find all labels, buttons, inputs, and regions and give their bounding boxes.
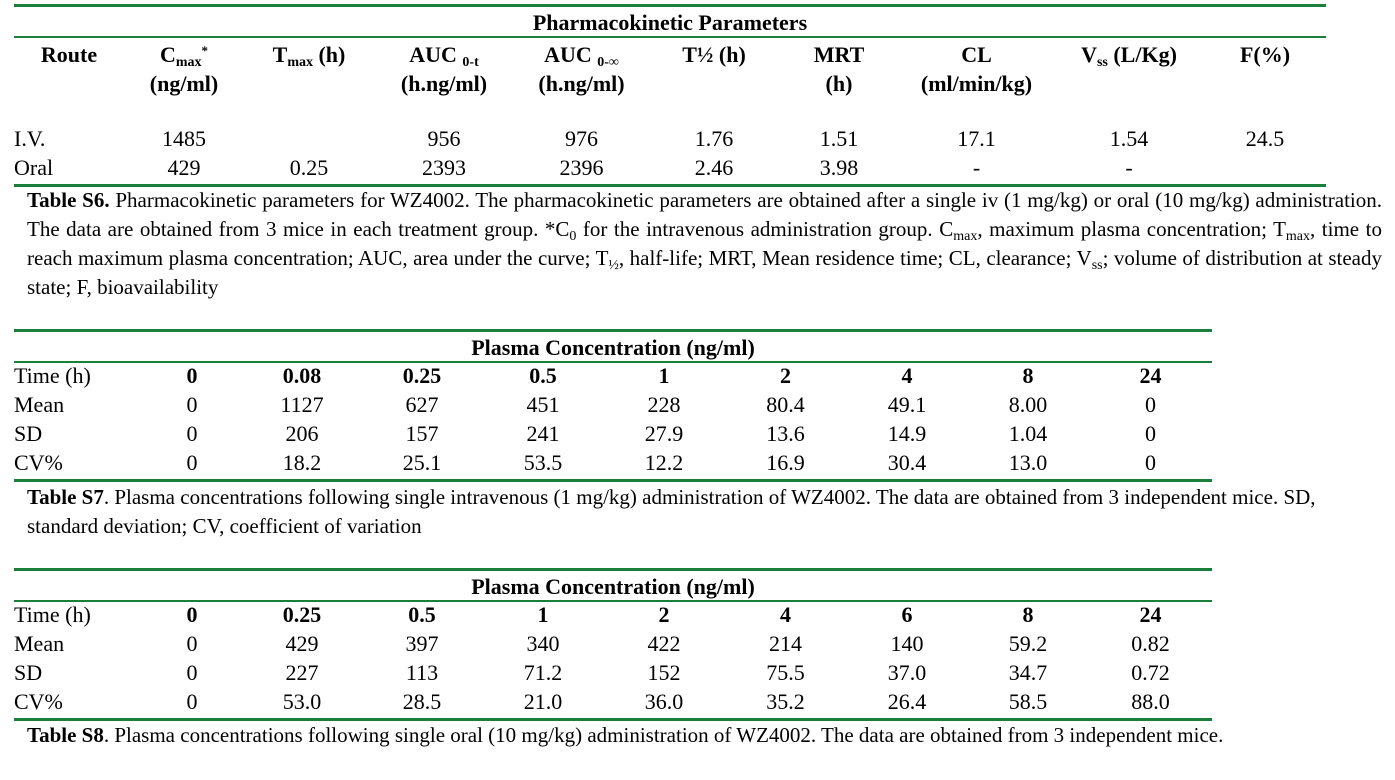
value-cell: 0 (1145, 450, 1156, 475)
value-cell: 37.0 (887, 660, 927, 685)
value-cell: 35.2 (766, 689, 805, 714)
value-cell: 58.5 (1008, 689, 1048, 714)
oral-time: 2 (658, 602, 670, 627)
iv-table-block (14, 329, 1212, 482)
oral-time: 0 (186, 602, 198, 627)
header-auc-0-t: AUC $_{0-t}$ (h.ng/ml) (400, 42, 488, 96)
row-label: Mean (14, 392, 65, 417)
oral-time: 4 (780, 602, 791, 627)
cell-cmax: 429 (167, 155, 201, 180)
iv-header-row (14, 363, 1212, 392)
value-cell: 0.72 (1131, 660, 1170, 685)
value-cell: 0 (186, 660, 198, 685)
value-cell: 206 (285, 421, 319, 446)
caption-s7-label: Table S7 (27, 485, 104, 509)
cell-thalf: 1.76 (694, 126, 734, 151)
oral-time: 6 (901, 602, 913, 627)
caption-s6-label: Table S6. (27, 188, 110, 212)
oral-time: 1 (537, 602, 549, 627)
pk-title-rule (14, 36, 1326, 38)
value-cell: 14.9 (887, 421, 927, 446)
value-cell: 13.0 (1008, 450, 1048, 475)
value-cell: 0 (1145, 392, 1156, 417)
cell-mrt: 3.98 (819, 155, 859, 180)
row-label: SD (14, 421, 43, 446)
iv-time: 0 (186, 363, 198, 388)
row-label: CV% (14, 689, 63, 714)
value-cell: 75.5 (766, 660, 805, 685)
cell-f (1204, 155, 1326, 184)
oral-header-row (14, 602, 1212, 631)
value-cell: 227 (285, 660, 319, 685)
value-cell: 49.1 (887, 392, 927, 417)
value-cell: 26.4 (887, 689, 927, 714)
value-cell: 80.4 (766, 392, 805, 417)
cell-route: Oral (14, 155, 54, 180)
value-cell: 451 (526, 392, 560, 417)
value-cell: 27.9 (644, 421, 684, 446)
oral-row-cv (14, 689, 1212, 718)
value-cell: 13.6 (766, 421, 805, 446)
value-cell: 0 (186, 450, 198, 475)
iv-row-sd (14, 421, 1212, 450)
value-cell: 228 (647, 392, 681, 417)
oral-time-label: Time (h) (14, 602, 91, 627)
cell-tmax (244, 126, 374, 155)
oral-table (14, 602, 1212, 718)
iv-row-cv (14, 450, 1212, 479)
header-cmax: $C_{max}^*$ (ng/ml) (149, 42, 219, 96)
header-tmax: $T_{max}$ (h) (272, 42, 346, 70)
pk-row-iv (14, 126, 1326, 155)
header-mrt: MRT (h) (813, 42, 865, 96)
cell-cl: 17.1 (957, 126, 996, 151)
value-cell: 8.00 (1008, 392, 1048, 417)
iv-time: 0.25 (402, 363, 442, 388)
value-cell: 152 (647, 660, 681, 685)
value-cell: 25.1 (402, 450, 442, 475)
value-cell: 12.2 (644, 450, 684, 475)
pk-table-block (14, 4, 1326, 187)
value-cell: 36.0 (644, 689, 684, 714)
header-f: F(%) (1239, 42, 1291, 67)
value-cell: 0 (186, 392, 198, 417)
value-cell: 30.4 (887, 450, 927, 475)
value-cell: 18.2 (282, 450, 322, 475)
row-label: Mean (14, 631, 65, 656)
cell-cl: - (972, 155, 981, 180)
value-cell: 16.9 (766, 450, 805, 475)
oral-table-title: Plasma Concentration (ng/ml) (471, 574, 755, 599)
value-cell: 0 (186, 631, 198, 656)
iv-time: 8 (1022, 363, 1034, 388)
header-thalf: T½ (h) (682, 42, 746, 67)
value-cell: 0.82 (1131, 631, 1170, 656)
iv-time: 2 (780, 363, 791, 388)
value-cell: 340 (526, 631, 560, 656)
caption-s6: Table S6. Pharmacokinetic parameters for WZ4002. The pharmacokinetic parameters are obtained after a single iv (1 mg/kg) or oral (10 mg/kg) administration. The data are obtained from 3 mice in each treatment group. $*C_0$ for the intravenous administration group. $C_{max}$, maximum plasma concentration; $T_{max}$, time to reach maximum plasma concentration; AUC, area under the curve; $T_{\frac{1}{2}}$, half-life; MRT, Mean residence time; CL, clearance; $V_{ss}$; volume of distribution at steady state; F, bioavailability (27, 188, 1383, 299)
iv-time: 1 (658, 363, 670, 388)
cell-cmax: 1485 (162, 126, 206, 151)
iv-time-label: Time (h) (14, 363, 91, 388)
header-cl: CL (ml/min/kg) (920, 42, 1033, 96)
caption-s8-label: Table S8 (27, 723, 104, 747)
value-cell: 397 (405, 631, 439, 656)
header-auc-0-inf: AUC $_{0-\infty}$ (h.ng/ml) (538, 42, 625, 96)
iv-time: 0.5 (529, 363, 557, 388)
value-cell: 53.5 (523, 450, 563, 475)
cell-thalf: 2.46 (694, 155, 734, 180)
iv-bottom-rule (14, 479, 1212, 482)
cell-auc-0-t: 2393 (422, 155, 466, 180)
value-cell: 53.0 (282, 689, 322, 714)
value-cell: 59.2 (1008, 631, 1048, 656)
pk-table-title: Pharmacokinetic Parameters (532, 10, 808, 35)
iv-time: 4 (901, 363, 913, 388)
cell-tmax: 0.25 (289, 155, 329, 180)
value-cell: 0 (186, 421, 198, 446)
oral-row-sd (14, 660, 1212, 689)
iv-row-mean (14, 392, 1212, 421)
value-cell: 71.2 (523, 660, 563, 685)
value-cell: 113 (405, 660, 439, 685)
pk-table (14, 40, 1326, 184)
iv-time: 24 (1139, 363, 1162, 388)
cell-route: I.V. (14, 126, 46, 151)
value-cell: 0 (186, 689, 198, 714)
cell-f: 24.5 (1245, 126, 1285, 151)
row-label: SD (14, 660, 43, 685)
value-cell: 88.0 (1131, 689, 1170, 714)
oral-top-rule (14, 568, 1212, 571)
iv-time: 0.08 (282, 363, 322, 388)
iv-table (14, 363, 1212, 479)
oral-table-block (14, 568, 1212, 721)
header-route: Route (40, 42, 98, 67)
value-cell: 0 (1145, 421, 1156, 446)
cell-mrt: 1.51 (819, 126, 859, 151)
oral-time: 0.5 (408, 602, 436, 627)
cell-vss: - (1125, 155, 1133, 180)
pk-header-row (14, 40, 1326, 126)
value-cell: 627 (405, 392, 439, 417)
cell-auc-0-inf: 976 (565, 126, 598, 151)
value-cell: 157 (405, 421, 439, 446)
value-cell: 214 (769, 631, 802, 656)
value-cell: 422 (647, 631, 681, 656)
value-cell: 21.0 (523, 689, 563, 714)
caption-s8: Table S8. Plasma concentrations following single oral (10 mg/kg) administration of WZ4002. The data are obtained from 3 independent mice. (27, 723, 1224, 747)
row-label: CV% (14, 450, 63, 475)
value-cell: 140 (890, 631, 924, 656)
oral-time: 24 (1139, 602, 1162, 627)
oral-row-mean (14, 631, 1212, 660)
value-cell: 429 (285, 631, 319, 656)
iv-top-rule (14, 329, 1212, 332)
header-vss: $V_{ss}$ (L/Kg) (1081, 42, 1177, 70)
pk-row-oral (14, 155, 1326, 184)
caption-s7: Table S7. Plasma concentrations following single intravenous (1 mg/kg) administration of WZ4002. The data are obtained from 3 independent mice. SD, standard deviation; CV, coefficient of variation (27, 485, 1316, 538)
cell-vss: 1.54 (1109, 126, 1149, 151)
oral-time: 8 (1022, 602, 1034, 627)
iv-table-title: Plasma Concentration (ng/ml) (471, 335, 755, 360)
value-cell: 1.04 (1008, 421, 1048, 446)
value-cell: 34.7 (1008, 660, 1048, 685)
pk-top-rule (14, 4, 1326, 7)
value-cell: 28.5 (402, 689, 442, 714)
cell-auc-0-t: 956 (427, 126, 461, 151)
cell-auc-0-inf: 2396 (559, 155, 604, 180)
value-cell: 1127 (280, 392, 324, 417)
oral-time: 0.25 (282, 602, 322, 627)
value-cell: 241 (526, 421, 560, 446)
